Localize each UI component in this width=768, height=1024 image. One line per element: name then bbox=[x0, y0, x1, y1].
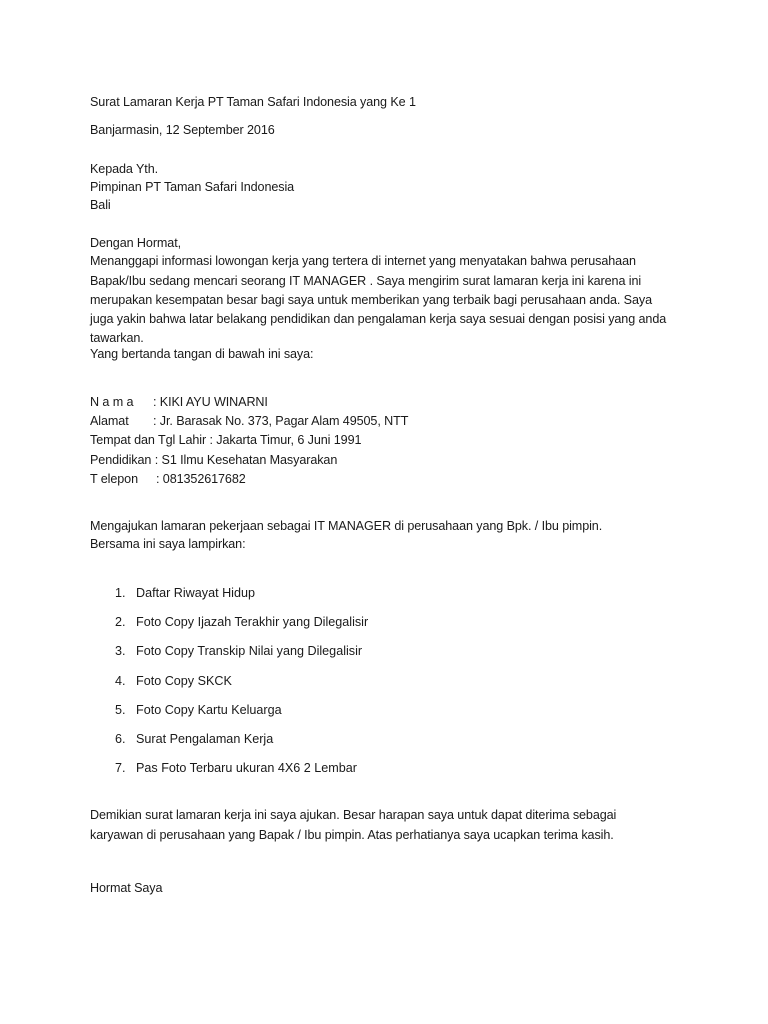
intro-line-3: merupakan kesempatan besar bagi saya untuk memberikan yang terbaik bagi perusahaan anda. Saya bbox=[90, 293, 652, 307]
list-number: 2. bbox=[115, 615, 126, 629]
intro-line-2: Bapak/Ibu sedang mencari seorang IT MANAGER . Saya mengirim surat lamaran kerja ini karena ini bbox=[90, 274, 642, 288]
list-number: 6. bbox=[115, 732, 126, 746]
apply-line-2: Bersama ini saya lampirkan: bbox=[90, 537, 246, 551]
recipient-line-1: Kepada Yth. bbox=[90, 162, 158, 176]
signoff: Hormat Saya bbox=[90, 881, 163, 895]
list-text: Foto Copy Transkip Nilai yang Dilegalisir bbox=[136, 644, 363, 658]
field-value: : KIKI AYU WINARNI bbox=[153, 395, 268, 409]
greeting: Dengan Hormat, bbox=[90, 236, 181, 250]
field-pendidikan bbox=[90, 452, 337, 468]
recipient-line-3: Bali bbox=[90, 198, 111, 212]
list-text: Foto Copy Ijazah Terakhir yang Dilegalisir bbox=[136, 615, 369, 629]
field-value: : 081352617682 bbox=[156, 472, 246, 486]
field-alamat bbox=[90, 413, 408, 429]
closing-line-2: karyawan di perusahaan yang Bapak / Ibu pimpin. Atas perhatianya saya ucapkan terima kasih. bbox=[90, 828, 614, 842]
field-telepon bbox=[90, 471, 246, 487]
list-number: 7. bbox=[115, 761, 126, 775]
field-label: Tempat dan Tgl Lahir bbox=[90, 433, 207, 447]
list-text: Foto Copy SKCK bbox=[136, 674, 232, 688]
list-text: Daftar Riwayat Hidup bbox=[136, 586, 255, 600]
field-label: T elepon bbox=[90, 472, 138, 486]
field-nama bbox=[90, 394, 268, 410]
apply-line-1: Mengajukan lamaran pekerjaan sebagai IT MANAGER di perusahaan yang Bpk. / Ibu pimpin. bbox=[90, 519, 603, 533]
letter-title: Surat Lamaran Kerja PT Taman Safari Indonesia yang Ke 1 bbox=[90, 95, 416, 109]
intro-line-4: juga yakin bahwa latar belakang pendidikan dan pengalaman kerja saya sesuai dengan posisi yang anda bbox=[90, 312, 667, 326]
field-value: : S1 Ilmu Kesehatan Masyarakan bbox=[151, 453, 338, 467]
field-label: Pendidikan bbox=[90, 453, 152, 467]
closing-line-1: Demikian surat lamaran kerja ini saya ajukan. Besar harapan saya untuk dapat diterima sebagai bbox=[90, 808, 617, 822]
field-value: : Jr. Barasak No. 373, Pagar Alam 49505, NTT bbox=[153, 414, 409, 428]
list-number: 3. bbox=[115, 644, 126, 658]
list-text: Pas Foto Terbaru ukuran 4X6 2 Lembar bbox=[136, 761, 357, 775]
list-number: 1. bbox=[115, 586, 126, 600]
list-text: Foto Copy Kartu Keluarga bbox=[136, 703, 282, 717]
field-label: Alamat bbox=[90, 414, 129, 428]
field-tempat-tgl-lahir bbox=[90, 432, 361, 448]
field-value: : Jakarta Timur, 6 Juni 1991 bbox=[206, 433, 362, 447]
intro-line-5: tawarkan. bbox=[90, 331, 144, 345]
list-number: 4. bbox=[115, 674, 126, 688]
list-number: 5. bbox=[115, 703, 126, 717]
place-date: Banjarmasin, 12 September 2016 bbox=[90, 123, 275, 137]
field-label: N a m a bbox=[90, 395, 134, 409]
intro-line-6: Yang bertanda tangan di bawah ini saya: bbox=[90, 347, 314, 361]
list-text: Surat Pengalaman Kerja bbox=[136, 732, 274, 746]
recipient-line-2: Pimpinan PT Taman Safari Indonesia bbox=[90, 180, 295, 194]
intro-line-1: Menanggapi informasi lowongan kerja yang tertera di internet yang menyatakan bahwa perusahaan bbox=[90, 254, 636, 268]
